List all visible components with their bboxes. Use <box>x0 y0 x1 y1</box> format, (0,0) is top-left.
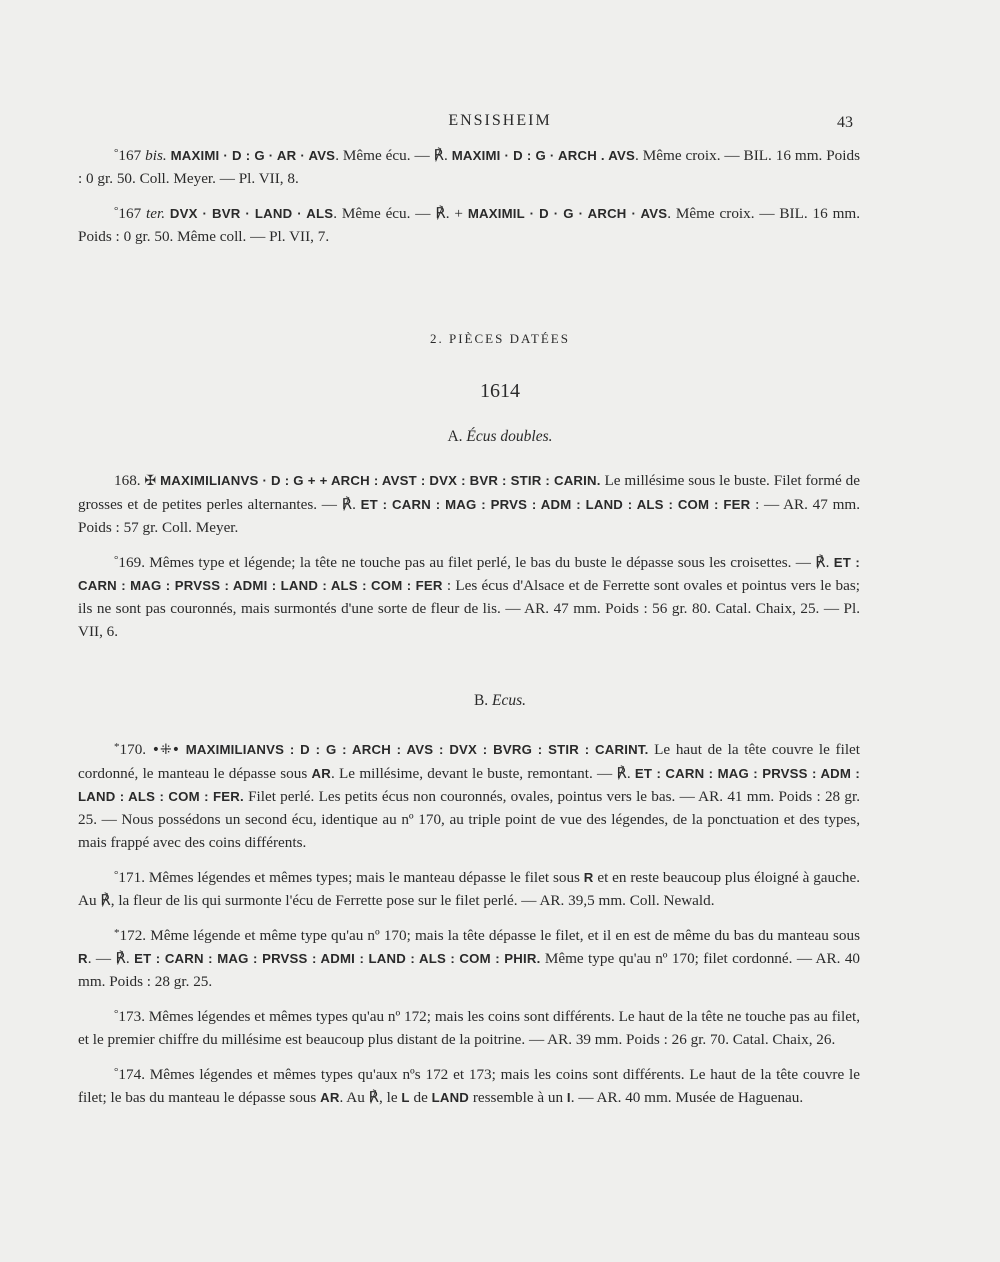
entry-text: ressemble à un <box>469 1089 564 1106</box>
entry-mark: * <box>114 741 120 753</box>
running-head <box>0 110 1000 134</box>
entry-text: Mêmes légendes et mêmes types qu'aux nºs 172 et 173; mais les coins sont différents. Le haut de la tête couvre le filet; le bas du manteau le dépasse sous <box>78 1066 860 1106</box>
entry-mark: ° <box>114 869 119 881</box>
legend-reverse: ET : CARN : MAG : PRVSS : ADMI : LAND : ALS : COM : FER <box>78 555 860 593</box>
entry-text: : Les écus d'Alsace et de Ferrette sont ovales et pointus vers le bas; ils ne sont pas couronnés, mais surmontés d'une sorte de fleur de lis. — AR. 47 mm. Poids : 56 gr. 80. Catal. Chaix, 25. — Pl. VII, 6. <box>78 577 860 640</box>
entry-number: 168. <box>114 472 141 489</box>
entry-mark: ° <box>114 205 119 217</box>
legend-fragment: R <box>583 870 594 885</box>
entry-text: . Même croix. — BIL. 16 mm. Poids : 0 gr. 50. Coll. Meyer. — Pl. VII, 8. <box>78 147 861 187</box>
entry-number: 171. <box>118 869 145 886</box>
entry-number: 169. <box>118 554 145 571</box>
legend-fragment: AR <box>320 1090 340 1105</box>
entry-number: 173. <box>118 1008 145 1025</box>
entry-mark: ° <box>114 147 119 159</box>
entry-mark: ° <box>114 1008 119 1020</box>
entry-text: de <box>409 1089 428 1106</box>
entry-text: . Même écu. — ℟. + <box>333 205 463 222</box>
entry-text: . — AR. 40 mm. Musée de Haguenau. <box>570 1089 804 1106</box>
entry-167-bis <box>78 142 860 190</box>
legend-reverse: ET : CARN : MAG : PRVS : ADM : LAND : ALS : COM : FER <box>360 497 751 512</box>
entry-text: Le millésime sous le buste. Filet formé de grosses et de petites perles alternantes. — ℟. <box>78 472 861 513</box>
year-heading: 1614 <box>480 380 520 402</box>
entry-173 <box>78 1003 860 1051</box>
section-heading: 2. PIÈCES DATÉES <box>430 331 570 346</box>
legend-obverse: DVX · BVR · LAND · ALS <box>169 206 334 221</box>
legend-fragment: I <box>566 1090 571 1105</box>
entry-text: . — ℟. <box>87 950 130 967</box>
entry-text: : — AR. 47 mm. Poids : 57 gr. Coll. Meyer. <box>78 496 861 536</box>
entry-suffix: ter. <box>146 205 166 222</box>
entry-text: et en reste beaucoup plus éloigné à gauche. Au ℟, la fleur de lis qui surmonte l'écu de Ferrette pose sur le filet perlé. — AR. 39,5 mm. Coll. Newald. <box>78 869 860 909</box>
legend-fragment: R <box>78 951 88 966</box>
subheading-letter: B. <box>473 692 489 709</box>
subheading-title: Ecus. <box>492 692 527 709</box>
page-number: 43 <box>837 114 853 131</box>
entry-number: 167 <box>118 147 142 164</box>
section-ecus-doubles <box>78 469 860 653</box>
subheading-ecus <box>0 692 1000 710</box>
entry-text: Mêmes légendes et mêmes types qu'au nº 172; mais les coins sont différents. Le haut de la tête ne touche pas au filet, et le premier chiffre du millésime est beaucoup plus distant de la poitrine. — AR. 39 mm. Poids : 26 gr. 70. Catal. Chaix, 26. <box>78 1008 860 1048</box>
entry-number: 172. <box>119 927 147 944</box>
entry-171 <box>78 864 860 912</box>
entry-text: . Au ℟, le <box>339 1089 398 1106</box>
entry-text: Le haut de la tête couvre le filet cordonné, le manteau le dépasse sous <box>78 741 861 782</box>
entry-text: Même légende et même type qu'au nº 170; mais la tête dépasse le filet, et il en est de même du bas du manteau sous <box>146 927 860 944</box>
entry-167-ter <box>78 200 860 248</box>
legend-reverse: MAXIMI · D : G · ARCH . AVS <box>451 148 636 163</box>
entry-number: 167 <box>118 205 142 222</box>
legend-obverse: MAXIMILIANVS : D : G : ARCH : AVS : DVX : BVRG : STIR : CARINT. <box>185 742 649 757</box>
entry-168 <box>78 469 860 539</box>
cross-pattee-icon: ✠ <box>144 473 157 489</box>
entry-172 <box>78 922 860 993</box>
cross-ornament-icon: •⁜• <box>151 742 181 758</box>
entry-169 <box>78 549 860 643</box>
legend-reverse: MAXIMIL · D · G · ARCH · AVS <box>467 206 668 221</box>
entry-number: 170. <box>119 741 147 758</box>
entry-170 <box>78 736 860 854</box>
legend-obverse: MAXIMILIANVS · D : G + + ARCH : AVST : DVX : BVR : STIR : CARIN. <box>160 473 601 488</box>
subheading-letter: A. <box>447 428 463 445</box>
subheading-title: Écus doubles. <box>466 428 553 445</box>
entry-text: Mêmes légendes et mêmes types; mais le manteau dépasse le filet sous <box>144 869 580 886</box>
legend-fragment: L <box>401 1090 410 1105</box>
entry-text: . Même croix. — BIL. 16 mm. Poids : 0 gr. 50. Même coll. — Pl. VII, 7. <box>78 205 861 245</box>
entry-mark: * <box>114 927 120 939</box>
legend-reverse: ET : CARN : MAG : PRVSS : ADMI : LAND : ALS : COM : PHIR. <box>134 951 541 966</box>
entry-mark: ° <box>114 1066 119 1078</box>
legend-reverse: ET : CARN : MAG : PRVSS : ADM : LAND : ALS : COM : FER. <box>78 766 860 804</box>
section-undated-entries <box>78 142 860 258</box>
entry-text: Filet perlé. Les petits écus non couronnés, ovales, pointus vers le bas. — AR. 41 mm. Poids : 28 gr. 25. — Nous possédons un second écu, identique au nº 170, au triple point de vue des légendes, de la ponctuation et des types, mais frappé avec des coins différents. <box>78 788 860 851</box>
legend-obverse: MAXIMI · D : G · AR · AVS <box>170 148 336 163</box>
entry-174 <box>78 1061 860 1109</box>
entry-number: 174. <box>118 1066 145 1083</box>
entry-text: Mêmes type et légende; la tête ne touche pas au filet perlé, le bas du buste le dépasse sous les croisettes. — ℟. <box>144 554 830 571</box>
legend-fragment: LAND <box>431 1090 470 1105</box>
section-ecus <box>78 736 860 1119</box>
entry-text: . Même écu. — ℟. <box>335 147 448 164</box>
legend-fragment: AR <box>311 766 331 781</box>
entry-text: . Le millésime, devant le buste, remontant. — ℟. <box>330 765 631 782</box>
running-title: ENSISHEIM <box>448 112 552 129</box>
entry-text: Même type qu'au nº 170; filet cordonné. — AR. 40 mm. Poids : 28 gr. 25. <box>78 950 861 990</box>
subheading-ecus-doubles <box>0 428 1000 446</box>
entry-suffix: bis. <box>145 147 167 164</box>
entry-mark: ° <box>114 554 119 566</box>
